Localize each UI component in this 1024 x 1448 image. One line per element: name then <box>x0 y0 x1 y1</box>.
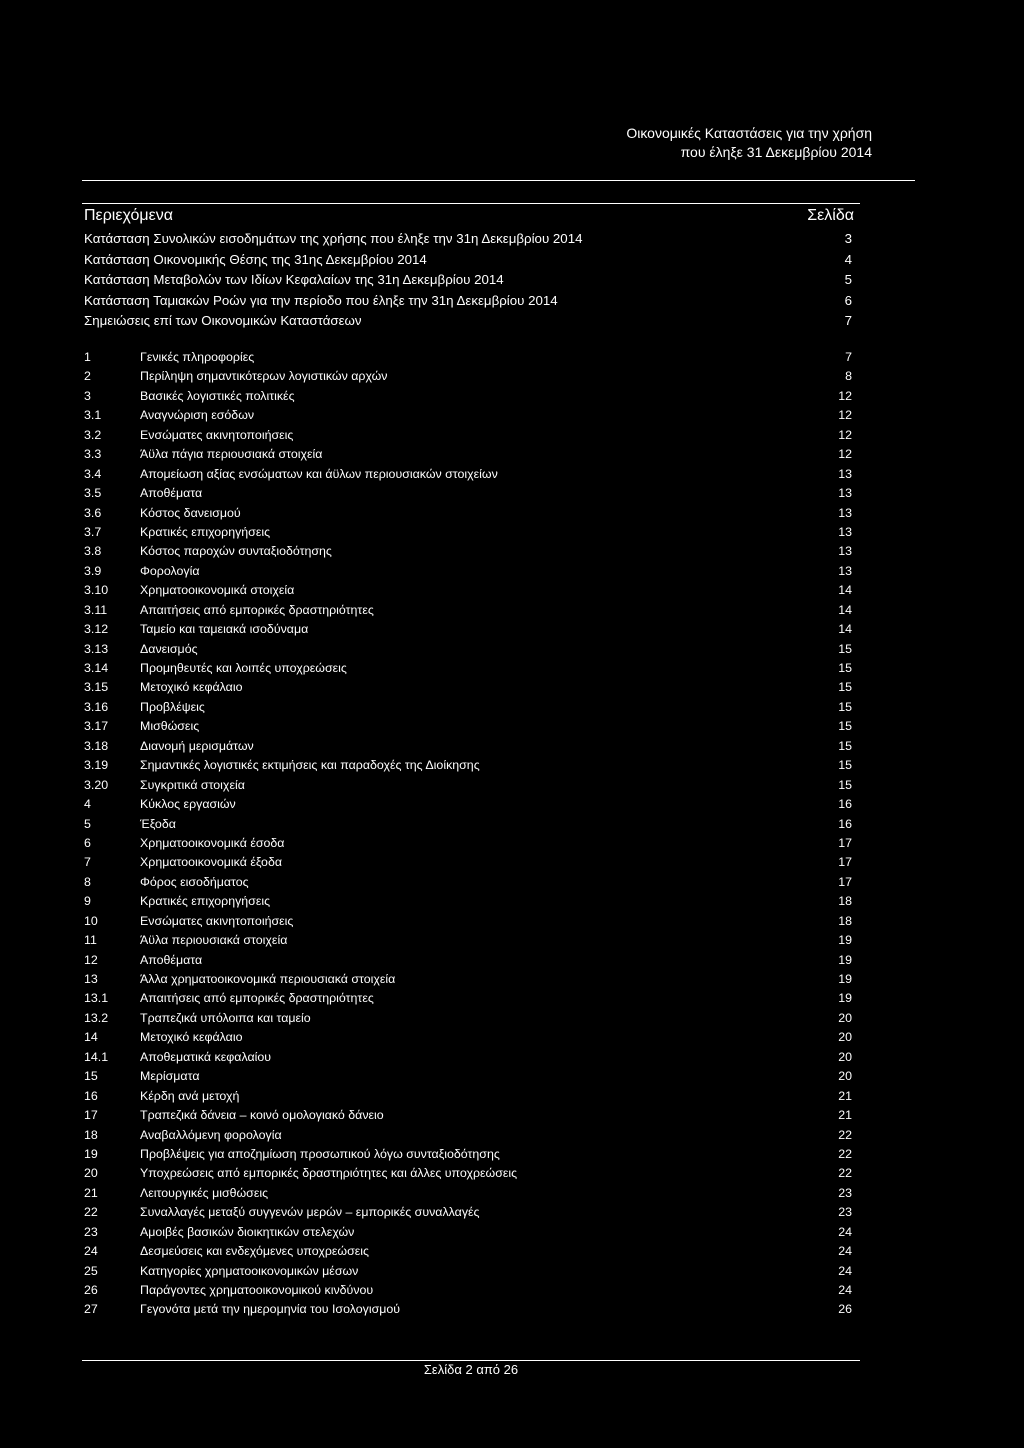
section-title: Λειτουργικές μισθώσεις <box>140 1185 269 1200</box>
section-number: 14 <box>84 1030 98 1045</box>
section-number: 9 <box>84 894 91 909</box>
section-page: 13 <box>838 505 852 520</box>
section-page: 21 <box>838 1108 852 1123</box>
toc-entry-title: Σημειώσεις επί των Οικονομικών Καταστάσεων <box>84 313 362 329</box>
section-page: 13 <box>838 563 852 578</box>
section-number: 14.1 <box>84 1049 109 1064</box>
toc-section-row[interactable] <box>84 1145 852 1164</box>
section-number: 3.10 <box>84 583 109 598</box>
toc-page-label: Σελίδα <box>807 207 854 224</box>
toc-section-row[interactable] <box>84 1300 852 1319</box>
section-title: Μετοχικό κεφάλαιο <box>140 680 243 695</box>
section-number: 3.5 <box>84 486 102 501</box>
toc-entry-title: Κατάσταση Οικονομικής Θέσης της 31ης Δεκεμβρίου 2014 <box>84 251 427 267</box>
section-title: Άλλα χρηματοοικονομικά περιουσιακά στοιχεία <box>140 972 396 986</box>
section-number: 3.2 <box>84 427 102 442</box>
toc-section-row[interactable] <box>84 931 852 950</box>
section-number: 3.6 <box>84 505 102 520</box>
section-number: 24 <box>84 1244 98 1259</box>
section-number: 27 <box>84 1302 98 1317</box>
section-page: 19 <box>838 952 852 967</box>
section-number: 3.17 <box>84 719 109 734</box>
section-title: Ταμείο και ταμειακά ισοδύναμα <box>140 622 309 637</box>
toc-title: Περιεχόμενα <box>84 207 173 224</box>
section-title: Άϋλα πάγια περιουσιακά στοιχεία <box>140 447 323 462</box>
toc-entry-page: 4 <box>844 251 852 267</box>
toc-entry[interactable] <box>84 229 852 250</box>
section-title: Φόρος εισοδήματος <box>140 874 249 889</box>
section-title: Ενσώματες ακινητοποιήσεις <box>140 427 294 442</box>
toc-section-row[interactable] <box>84 387 852 406</box>
section-page: 21 <box>838 1088 852 1103</box>
toc-section-row[interactable] <box>84 1164 852 1183</box>
section-number: 3.16 <box>84 699 109 714</box>
section-title: Υποχρεώσεις από εμπορικές δραστηριότητες και άλλες υποχρεώσεις <box>140 1166 518 1181</box>
section-page: 24 <box>838 1224 852 1239</box>
toc-entry-page: 5 <box>844 272 852 288</box>
section-title: Προβλέψεις <box>140 699 205 714</box>
section-title: Μετοχικό κεφάλαιο <box>140 1030 243 1045</box>
toc-section-row[interactable] <box>84 815 852 834</box>
toc-section-row[interactable] <box>84 1087 852 1106</box>
toc-section-row[interactable] <box>84 795 852 814</box>
section-page: 23 <box>838 1205 852 1220</box>
toc-section-row[interactable] <box>84 1184 852 1203</box>
section-page: 12 <box>838 447 852 462</box>
section-number: 3.1 <box>84 408 102 423</box>
section-number: 18 <box>84 1127 98 1142</box>
section-number: 16 <box>84 1088 98 1103</box>
section-page: 15 <box>838 661 852 675</box>
section-title: Απομείωση αξίας ενσώματων και άϋλων περιουσιακών στοιχείων <box>140 466 498 481</box>
section-page: 20 <box>838 1049 852 1064</box>
section-title: Αναβαλλόμενη φορολογία <box>140 1127 282 1142</box>
toc-section-row[interactable] <box>84 1106 852 1125</box>
section-page: 15 <box>838 738 852 753</box>
toc-divider <box>82 203 860 204</box>
section-page: 22 <box>838 1166 852 1181</box>
section-number: 2 <box>84 369 91 384</box>
section-page: 24 <box>838 1283 852 1297</box>
toc-section-row[interactable] <box>84 756 852 775</box>
section-page: 26 <box>838 1302 852 1317</box>
toc-section-row[interactable] <box>84 542 852 561</box>
section-page: 15 <box>838 719 852 734</box>
toc-section-row[interactable] <box>84 1028 852 1047</box>
section-number: 13.2 <box>84 1010 109 1025</box>
section-page: 13 <box>838 544 852 559</box>
section-title: Αποθεματικά κεφαλαίου <box>140 1049 272 1064</box>
section-title: Ενσώματες ακινητοποιήσεις <box>140 913 294 928</box>
section-title: Προβλέψεις για αποζημίωση προσωπικού λόγω συνταξιοδότησης <box>140 1146 500 1161</box>
section-number: 19 <box>84 1146 98 1161</box>
toc-section-row[interactable] <box>84 834 852 853</box>
section-number: 20 <box>84 1166 98 1181</box>
section-page: 19 <box>838 972 852 986</box>
toc-entry[interactable] <box>84 270 852 291</box>
section-page: 13 <box>838 486 852 501</box>
section-page: 15 <box>838 758 852 773</box>
section-title: Άϋλα περιουσιακά στοιχεία <box>140 933 288 948</box>
toc-section-row[interactable] <box>84 601 852 620</box>
toc-entry[interactable] <box>84 250 852 271</box>
toc-entry-page: 3 <box>844 231 852 246</box>
toc-section-row[interactable] <box>84 717 852 736</box>
section-number: 23 <box>84 1224 98 1239</box>
section-number: 3.14 <box>84 661 109 675</box>
toc-entry[interactable] <box>84 311 852 332</box>
section-page: 22 <box>838 1127 852 1142</box>
toc-section-row[interactable] <box>84 367 852 386</box>
toc-section-row[interactable] <box>84 406 852 425</box>
section-title: Χρηματοοικονομικά στοιχεία <box>140 583 295 598</box>
section-number: 12 <box>84 952 98 967</box>
page-number-footer: Σελίδα 2 από 26 <box>423 1362 519 1377</box>
section-title: Φορολογία <box>140 563 200 578</box>
section-title: Περίληψη σημαντικότερων λογιστικών αρχών <box>140 369 388 384</box>
section-number: 5 <box>84 816 91 831</box>
toc-section-row[interactable] <box>84 873 852 892</box>
section-title: Κρατικές επιχορηγήσεις <box>140 894 271 909</box>
section-title: Χρηματοοικονομικά έξοδα <box>140 855 283 870</box>
toc-section-row[interactable] <box>84 1203 852 1222</box>
footer-divider <box>82 1360 860 1361</box>
section-number: 3.4 <box>84 466 102 481</box>
section-number: 3.11 <box>84 602 108 617</box>
section-number: 6 <box>84 835 91 850</box>
section-title: Δεσμεύσεις και ενδεχόμενες υποχρεώσεις <box>140 1244 369 1259</box>
toc-section-row[interactable] <box>84 1281 852 1300</box>
toc-section-row[interactable] <box>84 1242 852 1261</box>
section-number: 7 <box>84 855 91 870</box>
section-page: 8 <box>845 369 852 384</box>
toc-entry-page: 6 <box>844 292 852 308</box>
toc-heading-row <box>84 205 856 227</box>
section-title: Κόστος δανεισμού <box>140 505 241 520</box>
toc-section-row[interactable] <box>84 562 852 581</box>
toc-section-row[interactable] <box>84 465 852 484</box>
toc-section-row[interactable] <box>84 776 852 795</box>
toc-section-row[interactable] <box>84 620 852 639</box>
section-title: Συναλλαγές μεταξύ συγγενών μερών – εμπορικές συναλλαγές <box>140 1205 480 1220</box>
toc-section-row[interactable] <box>84 1126 852 1145</box>
toc-section-row[interactable] <box>84 1048 852 1067</box>
toc-section-row[interactable] <box>84 678 852 697</box>
toc-section-row[interactable] <box>84 989 852 1008</box>
section-title: Μερίσματα <box>140 1069 200 1084</box>
section-title: Απαιτήσεις από εμπορικές δραστηριότητες <box>140 991 374 1006</box>
header-line-1: Οικονομικές Καταστάσεις για την χρήση <box>626 125 872 141</box>
toc-section-row[interactable] <box>84 426 852 445</box>
section-number: 15 <box>84 1069 98 1084</box>
section-title: Σημαντικές λογιστικές εκτιμήσεις και παραδοχές της Διοίκησης <box>140 758 480 773</box>
toc-section-row[interactable] <box>84 581 852 600</box>
toc-section-row[interactable] <box>84 853 852 872</box>
toc-entry-title: Κατάσταση Μεταβολών των Ιδίων Κεφαλαίων της 31η Δεκεμβρίου 2014 <box>84 272 504 288</box>
section-title: Αναγνώριση εσόδων <box>140 408 255 423</box>
section-page: 14 <box>838 622 852 637</box>
section-title: Κύκλος εργασιών <box>140 797 236 812</box>
section-page: 13 <box>838 466 852 481</box>
section-title: Γεγονότα μετά την ημερομηνία του Ισολογισμού <box>140 1302 401 1317</box>
toc-section-row[interactable] <box>84 892 852 911</box>
section-title: Αμοιβές βασικών διοικητικών στελεχών <box>140 1224 355 1239</box>
section-number: 3.19 <box>84 758 109 773</box>
toc-section-row[interactable] <box>84 484 852 503</box>
section-page: 18 <box>838 913 852 928</box>
section-title: Κόστος παροχών συνταξιοδότησης <box>140 544 332 559</box>
section-page: 16 <box>838 797 852 812</box>
toc-entry-title: Κατάσταση Ταμιακών Ροών για την περίοδο που έληξε την 31η Δεκεμβρίου 2014 <box>84 292 558 308</box>
toc-section-row[interactable] <box>84 1223 852 1242</box>
section-number: 21 <box>84 1185 98 1200</box>
section-number: 3.15 <box>84 680 109 695</box>
section-number: 3.20 <box>84 777 109 792</box>
section-number: 17 <box>84 1108 98 1123</box>
section-title: Χρηματοοικονομικά έσοδα <box>140 835 285 850</box>
section-number: 3.18 <box>84 738 109 753</box>
section-page: 24 <box>838 1244 852 1259</box>
toc-section-row[interactable] <box>84 737 852 756</box>
section-number: 13.1 <box>84 991 109 1006</box>
section-page: 15 <box>838 777 852 792</box>
section-page: 20 <box>838 1030 852 1045</box>
section-number: 3.12 <box>84 622 109 637</box>
section-title: Μισθώσεις <box>140 719 200 734</box>
section-page: 20 <box>838 1069 852 1084</box>
section-number: 3.8 <box>84 544 102 559</box>
section-title: Έξοδα <box>140 816 176 831</box>
section-title: Βασικές λογιστικές πολιτικές <box>140 388 295 403</box>
section-page: 17 <box>838 835 852 850</box>
toc-note-sections <box>84 348 852 1320</box>
toc-entry-title: Κατάσταση Συνολικών εισοδημάτων της χρήσης που έληξε την 31η Δεκεμβρίου 2014 <box>84 231 583 246</box>
section-number: 3.7 <box>84 524 102 539</box>
section-page: 23 <box>838 1185 852 1200</box>
section-page: 12 <box>838 388 852 403</box>
section-title: Κατηγορίες χρηματοοικονομικών μέσων <box>140 1263 359 1278</box>
section-title: Κέρδη ανά μετοχή <box>140 1088 240 1103</box>
section-title: Παράγοντες χρηματοοικονομικού κινδύνου <box>140 1283 374 1297</box>
section-title: Τραπεζικά υπόλοιπα και ταμείο <box>140 1010 311 1025</box>
section-page: 18 <box>838 894 852 909</box>
toc-section-row[interactable] <box>84 1067 852 1086</box>
section-page: 12 <box>838 427 852 442</box>
section-title: Κρατικές επιχορηγήσεις <box>140 524 271 539</box>
section-page: 15 <box>838 680 852 695</box>
toc-section-row[interactable] <box>84 951 852 970</box>
section-number: 25 <box>84 1263 98 1278</box>
section-title: Γενικές πληροφορίες <box>140 350 255 364</box>
toc-section-row[interactable] <box>84 504 852 523</box>
toc-main-entries <box>84 229 852 332</box>
toc-section-row[interactable] <box>84 1262 852 1281</box>
section-page: 14 <box>838 602 852 617</box>
section-title: Αποθέματα <box>140 486 203 501</box>
header-divider <box>82 180 915 181</box>
section-page: 17 <box>838 874 852 889</box>
section-title: Αποθέματα <box>140 952 203 967</box>
toc-section-row[interactable] <box>84 1009 852 1028</box>
section-number: 3.9 <box>84 563 102 578</box>
section-number: 8 <box>84 874 91 889</box>
section-page: 15 <box>838 641 852 656</box>
toc-section-row[interactable] <box>84 348 852 367</box>
toc-section-row[interactable] <box>84 523 852 542</box>
section-page: 12 <box>838 408 852 423</box>
section-number: 10 <box>84 913 98 928</box>
section-title: Απαιτήσεις από εμπορικές δραστηριότητες <box>140 602 374 617</box>
toc-section-row[interactable] <box>84 970 852 989</box>
section-page: 22 <box>838 1146 852 1161</box>
document-header <box>626 124 872 162</box>
section-page: 19 <box>838 933 852 948</box>
section-number: 13 <box>84 972 98 986</box>
toc-section-row[interactable] <box>84 659 852 678</box>
section-title: Δανεισμός <box>140 641 198 656</box>
section-number: 4 <box>84 797 91 812</box>
toc-entry-page: 7 <box>844 313 852 329</box>
toc-entry[interactable] <box>84 291 852 312</box>
section-number: 1 <box>84 350 91 364</box>
section-title: Συγκριτικά στοιχεία <box>140 777 245 792</box>
section-page: 14 <box>838 583 852 598</box>
toc-section-row[interactable] <box>84 698 852 717</box>
header-line-2: που έληξε 31 Δεκεμβρίου 2014 <box>680 144 872 160</box>
section-page: 16 <box>838 816 852 831</box>
section-number: 26 <box>84 1283 98 1297</box>
section-page: 19 <box>838 991 852 1006</box>
section-title: Προμηθευτές και λοιπές υποχρεώσεις <box>140 661 347 675</box>
section-title: Τραπεζικά δάνεια – κοινό ομολογιακό δάνειο <box>140 1108 384 1123</box>
toc-section-row[interactable] <box>84 912 852 931</box>
toc-section-row[interactable] <box>84 445 852 464</box>
section-page: 15 <box>838 699 852 714</box>
section-page: 24 <box>838 1263 852 1278</box>
section-number: 11 <box>84 933 97 948</box>
toc-section-row[interactable] <box>84 640 852 659</box>
section-number: 3.13 <box>84 641 109 656</box>
section-number: 22 <box>84 1205 98 1220</box>
section-number: 3 <box>84 388 91 403</box>
section-page: 17 <box>838 855 852 870</box>
section-number: 3.3 <box>84 447 102 462</box>
section-page: 7 <box>845 350 852 364</box>
section-title: Διανομή μερισμάτων <box>140 738 254 753</box>
section-page: 20 <box>838 1010 852 1025</box>
section-page: 13 <box>838 524 852 539</box>
